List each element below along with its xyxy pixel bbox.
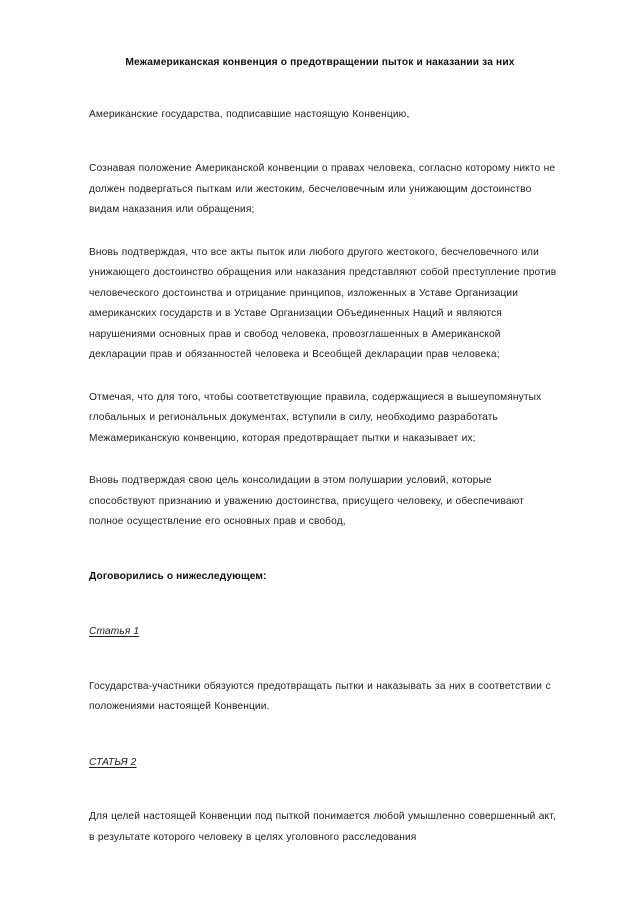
paragraph-preamble-2: Вновь подтверждая, что все акты пыток или любого другого жестокого, бесчеловечного или унижающего достоинство обращения или наказания представляют собой преступление против человеческого достоинства и отрицание принципов, изложенных в Уставе Организации американских государств и в Уставе Организации Объединенных Наций и являются нарушениями основных прав и свобод человека, провозглашенных в Американской декларации прав и обязанностей человека и Всеобщей декларации прав человека; <box>89 246 557 361</box>
heading-agreement: Договорились о нижеследующем: <box>89 570 267 582</box>
paragraph-signatories: Американские государства, подписавшие настоящую Конвенцию, <box>89 108 410 120</box>
paragraph-article-2: Для целей настоящей Конвенции под пыткой понимается любой умышленно совершенный акт, в результате которого человеку в целях уголовного расследования <box>89 811 556 843</box>
article-1-heading-row <box>89 621 559 643</box>
spacer-1 <box>89 125 559 159</box>
document-body <box>89 56 559 848</box>
spacer-4 <box>89 449 559 471</box>
spacer-6 <box>89 587 559 621</box>
paragraph-article-1: Государства-участники обязуются предотвращать пытки и наказывать за них в соответствии с положениями настоящей Конвенции. <box>89 680 551 713</box>
spacer-7 <box>89 643 559 677</box>
paragraph-preamble-3: Отмечая, что для того, чтобы соответствующие правила, содержащиеся в вышеупомянутых глобальных и региональных документах, вступили в силу, необходимо разработать Межамериканскую конвенцию, которая предотвращает пытки и наказывает их; <box>89 391 542 444</box>
spacer-3 <box>89 366 559 388</box>
document-title <box>85 56 555 71</box>
spacer-after-title <box>89 71 559 105</box>
document-title-text: Межамериканская конвенция о предотвращении пыток и наказании за них <box>125 57 515 68</box>
paragraph-preamble-1: Сознавая положение Американской конвенции о правах человека, согласно которому никто не должен подвергаться пыткам или жестоким, бесчеловечным или унижающим достоинство видам наказания или обращения; <box>89 163 556 216</box>
heading-article-1: Статья 1 <box>89 626 140 638</box>
heading-article-2: СТАТЬЯ 2 <box>89 756 137 768</box>
spacer-2 <box>89 221 559 243</box>
spacer-9 <box>89 773 559 807</box>
article-2-heading-row <box>89 752 559 774</box>
spacer-5 <box>89 533 559 567</box>
paragraph-preamble-4: Вновь подтверждая свою цель консолидации в этом полушарии условий, которые способствуют признанию и уважению достоинства, присущего человеку, и обеспечивают полное осуществление его основных прав и свобод, <box>89 475 525 528</box>
spacer-8 <box>89 718 559 752</box>
